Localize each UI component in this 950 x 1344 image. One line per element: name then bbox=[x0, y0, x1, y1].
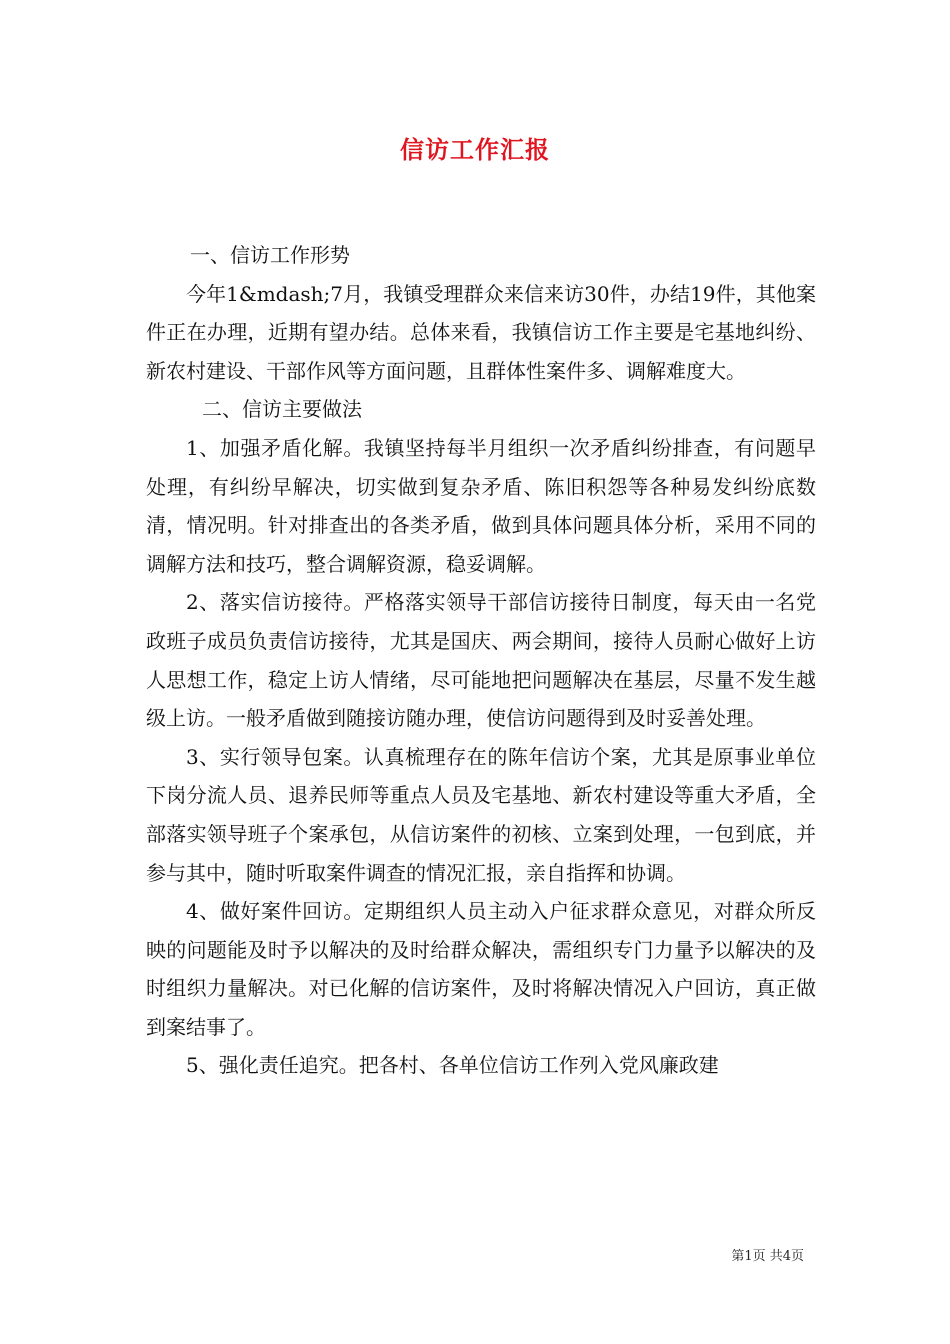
paragraph-situation: 今年1&mdash;7月，我镇受理群众来信来访30件，办结19件，其他案件正在办理，近期有望办结。总体来看，我镇信访工作主要是宅基地纠纷、新农村建设、干部作风等方面问题，且群体性案件多、调解难度大。 bbox=[146, 281, 816, 383]
document-body bbox=[146, 236, 816, 1085]
section-heading-methods: 二、信访主要做法 bbox=[202, 397, 362, 422]
paragraph-item-3: 3、实行领导包案。认真梳理存在的陈年信访个案，尤其是原事业单位下岗分流人员、退养民师等重点人员及宅基地、新农村建设等重大矛盾，全部落实领导班子个案承包，从信访案件的初核、立案到处理，一包到底，并参与其中，随时听取案件调查的情况汇报，亲自指挥和协调。 bbox=[146, 744, 816, 885]
document-title: 信访工作汇报 bbox=[400, 135, 550, 164]
paragraph-item-4: 4、做好案件回访。定期组织人员主动入户征求群众意见，对群众所反映的问题能及时予以解决的及时给群众解决，需组织专门力量予以解决的及时组织力量解决。对已化解的信访案件，及时将解决情况入户回访，真正做到案结事了。 bbox=[146, 899, 816, 1039]
paragraph-item-1: 1、加强矛盾化解。我镇坚持每半月组织一次矛盾纠纷排查，有问题早处理，有纠纷早解决，切实做到复杂矛盾、陈旧积怨等各种易发纠纷底数清，情况明。针对排查出的各类矛盾，做到具体问题具体分析，采用不同的调解方法和技巧，整合调解资源，稳妥调解。 bbox=[146, 435, 816, 576]
paragraph-item-2: 2、落实信访接待。严格落实领导干部信访接待日制度，每天由一名党政班子成员负责信访接待，尤其是国庆、两会期间，接待人员耐心做好上访人思想工作，稳定上访人情绪，尽可能地把问题解决在基层，尽量不发生越级上访。一般矛盾做到随接访随办理，使信访问题得到及时妥善处理。 bbox=[146, 590, 816, 731]
section-heading-situation: 一、信访工作形势 bbox=[190, 243, 350, 267]
paragraph-item-5: 5、强化责任追究。把各村、各单位信访工作列入党风廉政建 bbox=[186, 1053, 719, 1078]
page-number: 第1页 共4页 bbox=[731, 1249, 804, 1264]
